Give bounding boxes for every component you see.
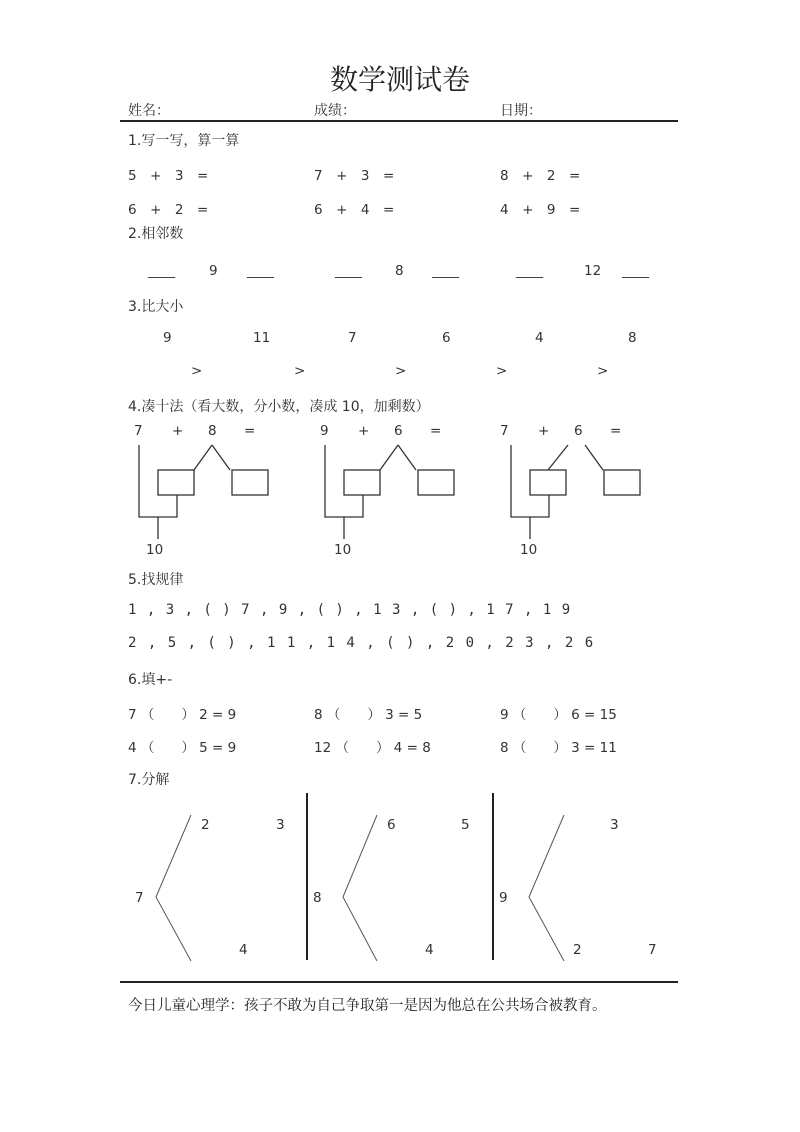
s4-ten: 10 <box>146 542 164 558</box>
s3-number: 6 <box>442 330 451 346</box>
s4-ten: 10 <box>334 542 352 558</box>
s7-part: 3 <box>610 817 619 833</box>
s3-number: 9 <box>163 330 172 346</box>
s3-sign: > <box>395 363 407 379</box>
footer-tip: 今日儿童心理学：孩子不敢为自己争取第一是因为他总在公共场合被教育。 <box>128 998 607 1014</box>
score-label: 成绩： <box>314 103 356 119</box>
section-2-heading: 2.相邻数 <box>128 226 184 242</box>
s7-part: 7 <box>648 942 657 958</box>
page-title: 数学测试卷 <box>329 63 470 96</box>
s2-blank[interactable]: ____ <box>432 263 459 279</box>
s2-value: 12 <box>584 263 602 279</box>
s3-sign: > <box>294 363 306 379</box>
s6-problem: 7 （ ） 2 = 9 <box>128 707 237 723</box>
s6-problem: 4 （ ） 5 = 9 <box>128 740 237 756</box>
s4-equals: = <box>430 423 442 439</box>
s7-whole: 9 <box>499 890 508 906</box>
s1-problem: 7 + 3 = <box>314 168 395 184</box>
s7-part: 6 <box>387 817 396 833</box>
section-4-heading: 4.凑十法（看大数，分小数，凑成 10，加剩数） <box>128 399 430 415</box>
s4-addend-a: 9 <box>320 423 329 439</box>
s6-problem: 8 （ ） 3 = 5 <box>314 707 423 723</box>
s7-part: 2 <box>573 942 582 958</box>
s3-sign: > <box>191 363 203 379</box>
s2-blank[interactable]: ____ <box>247 263 274 279</box>
s6-problem: 12 （ ） 4 = 8 <box>314 740 431 756</box>
s1-problem: 8 + 2 = <box>500 168 581 184</box>
s7-part: 2 <box>201 817 210 833</box>
s4-equals: = <box>610 423 622 439</box>
section-1-heading: 1.写一写，算一算 <box>128 133 240 149</box>
s7-part: 3 <box>276 817 285 833</box>
s4-addend-b: 6 <box>394 423 403 439</box>
s4-equals: = <box>244 423 256 439</box>
s1-problem: 6 + 4 = <box>314 202 395 218</box>
footer-divider <box>120 981 678 983</box>
s4-addend-b: 6 <box>574 423 583 439</box>
date-label: 日期： <box>500 103 542 119</box>
s4-plus: + <box>358 423 370 439</box>
s2-blank[interactable]: ____ <box>335 263 362 279</box>
s7-part: 5 <box>461 817 470 833</box>
section-5-heading: 5.找规律 <box>128 572 184 588</box>
s2-value: 8 <box>395 263 404 279</box>
s3-number: 4 <box>535 330 544 346</box>
s7-whole: 7 <box>135 890 144 906</box>
section-6-heading: 6.填+- <box>128 672 173 688</box>
section-3-heading: 3.比大小 <box>128 299 184 315</box>
s4-plus: + <box>172 423 184 439</box>
s4-addend-a: 7 <box>134 423 143 439</box>
s4-addend-b: 8 <box>208 423 217 439</box>
name-label: 姓名： <box>128 103 170 119</box>
s5-sequence: 1 , 3 , ( ) 7 , 9 , ( ) , 1 3 , ( ) , 1 7 , 1 9 <box>128 602 571 618</box>
s3-number: 11 <box>253 330 271 346</box>
s3-sign: > <box>597 363 609 379</box>
s3-number: 8 <box>628 330 637 346</box>
s2-value: 9 <box>209 263 218 279</box>
s1-problem: 5 + 3 = <box>128 168 209 184</box>
s3-sign: > <box>496 363 508 379</box>
s7-part: 4 <box>425 942 434 958</box>
s3-number: 7 <box>348 330 357 346</box>
s7-whole: 8 <box>313 890 322 906</box>
s5-sequence: 2 , 5 , ( ) , 1 1 , 1 4 , ( ) , 2 0 , 2 3 , 2 6 <box>128 635 594 651</box>
s2-blank[interactable]: ____ <box>622 263 649 279</box>
section-7-heading: 7.分解 <box>128 772 170 788</box>
s6-problem: 9 （ ） 6 = 15 <box>500 707 617 723</box>
s1-problem: 4 + 9 = <box>500 202 581 218</box>
s4-ten: 10 <box>520 542 538 558</box>
s2-blank[interactable]: ____ <box>148 263 175 279</box>
s1-problem: 6 + 2 = <box>128 202 209 218</box>
s4-plus: + <box>538 423 550 439</box>
s4-addend-a: 7 <box>500 423 509 439</box>
s6-problem: 8 （ ） 3 = 11 <box>500 740 617 756</box>
s2-blank[interactable]: ____ <box>516 263 543 279</box>
s7-part: 4 <box>239 942 248 958</box>
